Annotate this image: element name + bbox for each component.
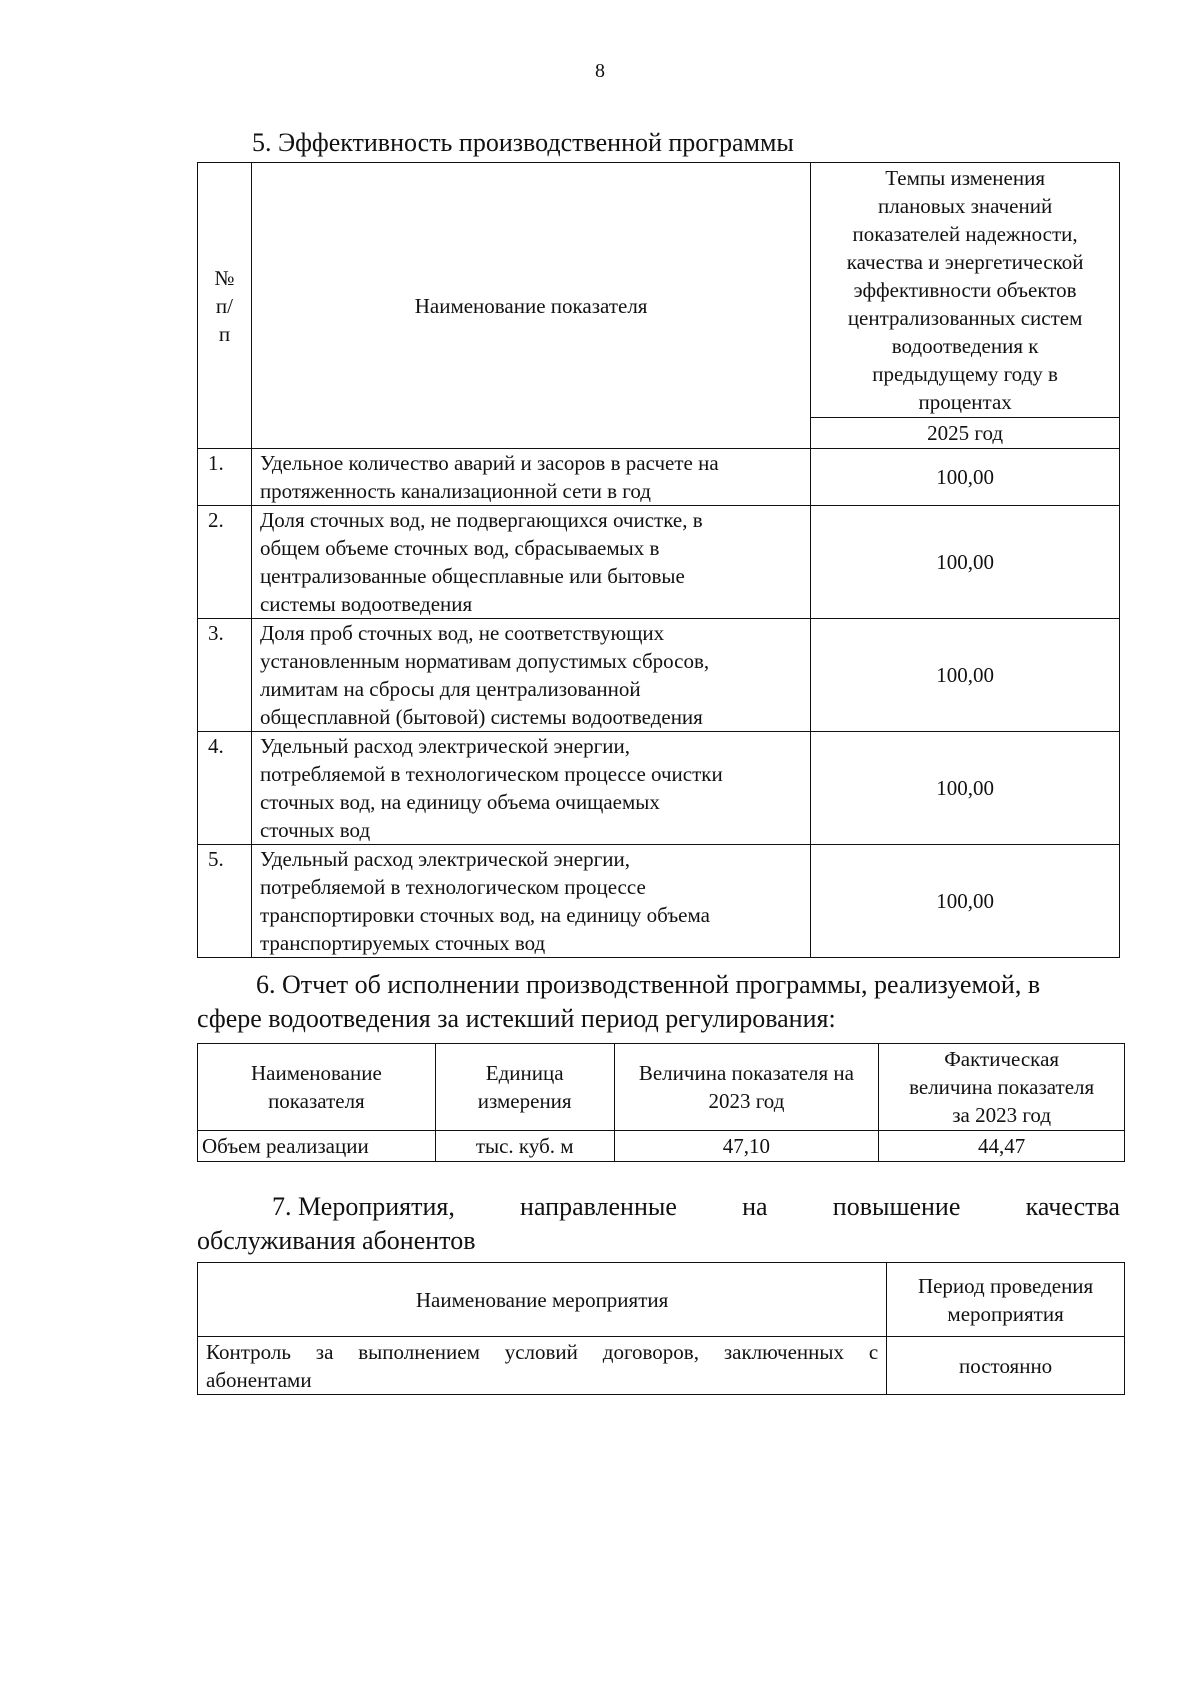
section-7-title-line2: обслуживания абонентов	[197, 1226, 476, 1255]
measures-table	[197, 1262, 1125, 1395]
header-actual: Фактическая величина показателя за 2023 год	[879, 1044, 1125, 1131]
header-year: 2025 год	[811, 418, 1120, 449]
header-num: № п/ п	[198, 163, 252, 449]
header-indicator: Наименование показателя	[198, 1044, 436, 1131]
section-5-title: 5. Эффективность производственной программы	[252, 128, 794, 157]
table-row: 3. Доля проб сточных вод, не соответствующих установленным нормативам допустимых сбросов, лимитам на сбросы для централизованной общесплавной (бытовой) системы водоотведения 100,00	[198, 619, 1120, 732]
table-row: 5. Удельный расход электрической энергии, потребляемой в технологическом процессе транспортировки сточных вод, на единицу объема транспортируемых сточных вод 100,00	[198, 845, 1120, 958]
table-row: Контроль за выполнением условий договоров, заключенных с абонентами постоянно	[198, 1337, 1125, 1395]
header-indicator-name: Наименование показателя	[251, 163, 810, 449]
section-6-title-line2: сфере водоотведения за истекший период регулирования:	[197, 1004, 836, 1033]
header-measure-name: Наименование мероприятия	[198, 1263, 887, 1337]
header-planned: Величина показателя на 2023 год	[614, 1044, 879, 1131]
section-7-title-line1: 7. Мероприятия, направленные на повышение качества	[272, 1192, 1120, 1221]
header-unit: Единица измерения	[435, 1044, 614, 1131]
header-rate-of-change: Темпы изменения плановых значений показателей надежности, качества и энергетической эффективности объектов централизованных систем водоотведения к предыдущему году в процентах	[811, 163, 1120, 418]
table-row: Объем реализации тыс. куб. м 47,10 44,47	[198, 1131, 1125, 1162]
header-period: Период проведения мероприятия	[887, 1263, 1125, 1337]
page-number: 8	[595, 60, 605, 82]
table-row: 4. Удельный расход электрической энергии, потребляемой в технологическом процессе очистки сточных вод, на единицу объема очищаемых сточных вод 100,00	[198, 732, 1120, 845]
section-6-title-line1: 6. Отчет об исполнении производственной программы, реализуемой, в	[256, 970, 1041, 999]
report-table	[197, 1043, 1125, 1162]
table-row: 2. Доля сточных вод, не подвергающихся очистке, в общем объеме сточных вод, сбрасываемых в централизованные общесплавные или бытовые системы водоотведения 100,00	[198, 506, 1120, 619]
efficiency-table	[197, 162, 1120, 958]
table-row: 1. Удельное количество аварий и засоров в расчете на протяженность канализационной сети в год 100,00	[198, 449, 1120, 506]
